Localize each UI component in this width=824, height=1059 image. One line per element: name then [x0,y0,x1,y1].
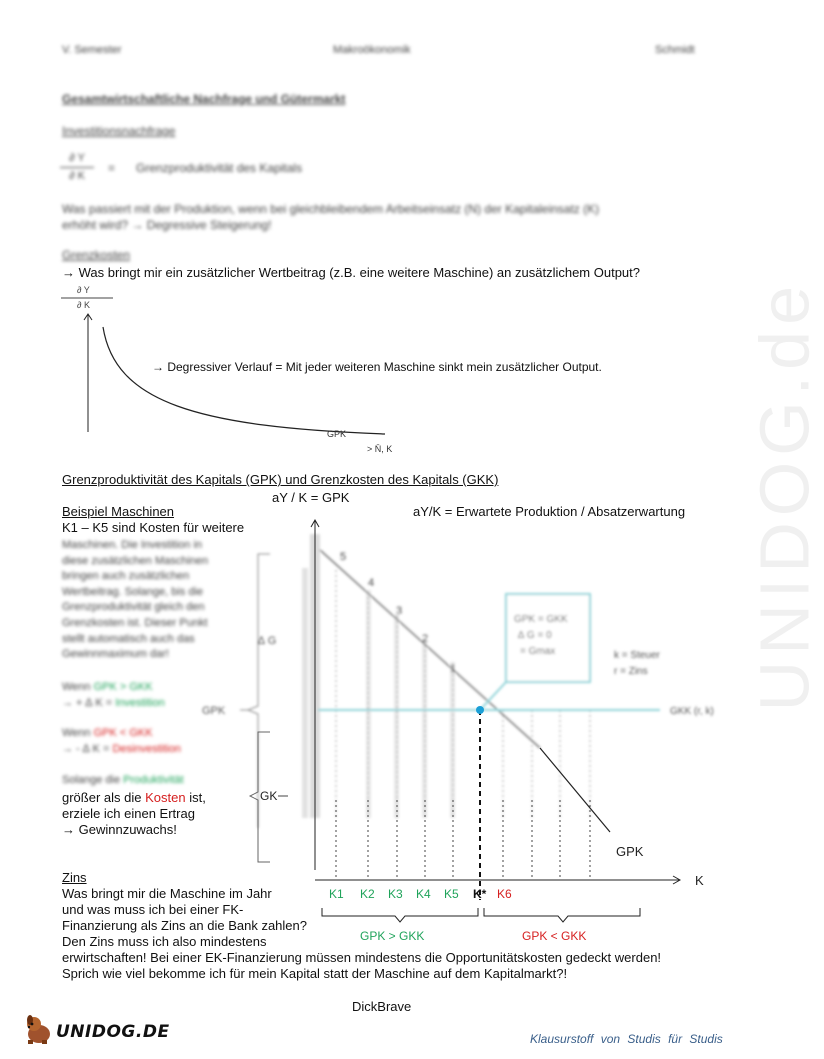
blur-line: Wertbeitrag. Solange, bis die [62,585,204,598]
delta-g-label: ∆ G [258,635,277,647]
footer-author: DickBrave [352,999,412,1014]
example-blurred-text [62,538,208,663]
zins-line-1: Was bringt mir die Maschine im Jahr [62,886,272,901]
page-title: Gesamtwirtschaftliche Nachfrage und Gütermarkt [62,92,346,106]
gpk-line-lower [540,748,610,832]
gpk-line-label: GPK [616,844,644,859]
k-star-label: K* [473,887,487,901]
gpk-axis-label: GPK [202,705,226,717]
blur-line: bringen auch zusätzlichen [62,570,190,583]
machine-bars [302,568,455,818]
machine-bar [302,568,308,818]
zins-line-5: erwirtschaften! Bei einer EK-Finanzierung müssen mindestens die Opportunitätskosten gedeckt werden! [62,950,662,965]
dog-icon [22,1012,56,1046]
blur-line: Gewinnmaximum dar! [62,648,169,661]
zins-line-2: und was muss ich bei einer FK- [62,902,244,917]
gpk-definition: Grenzproduktivität des Kapitals [136,161,303,175]
k-label: K4 [416,887,431,901]
grenzkosten-question: → Was bringt mir ein zusätzlicher Wertbeitrag (z.B. eine weitere Maschine) an zusätzlichem Output? [62,265,641,280]
gpk-gkk-diagram [202,510,714,950]
footer-tagline: Klausurstoff von Studis für Studis [530,1032,723,1046]
machine-number: 5 [340,551,347,563]
blur-line: Grenzkosten ist. Dieser Punkt [62,616,208,629]
bottom-right-label: GPK < GKK [522,929,587,943]
rule-disinvest-2: → - ∆ K = Desinvestition [62,743,181,755]
fraction-denominator: ∂ K [69,170,85,182]
section1-heading: Investitionsnachfrage [62,124,176,138]
degressive-curve [103,327,385,434]
zins-line-3: Finanzierung als Zins an die Bank zahlen? [62,918,307,933]
brace-left [322,908,478,922]
machine-number: 2 [422,633,429,645]
equals-sign: = [108,161,116,175]
header-semester: V. Semester [62,44,122,56]
gk-label: GK [260,789,278,803]
brace-right [484,908,640,922]
delta-g-brace [248,554,270,828]
degressive-note: → Degressiver Verlauf = Mit jeder weiteren Maschine sinkt mein zusätzlicher Output. [152,360,602,374]
graph-y-numerator: ∂ Y [77,285,90,295]
box-line-3: = Gmax [520,646,556,657]
graph-y-denominator: ∂ K [77,300,90,310]
machine-number: 4 [368,577,375,589]
ertrag-line: erziele ich einen Ertrag [62,806,195,821]
lower-dotted-lines [336,800,590,880]
watermark: UNIDOG.de [745,280,823,712]
example-line-1: K1 – K5 sind Kosten für weitere [62,520,245,535]
blur-line: stellt automatisch auch das [62,632,195,645]
zins-heading: Zins [62,870,87,885]
rule-invest-2: → + ∆ K = Investition [62,697,165,709]
x-axis-label: K [695,873,704,888]
equilibrium-point [476,706,484,714]
fraction-numerator: ∂ Y [69,152,85,164]
zins-line-6: Sprich wie viel bekomme ich für mein Kapital statt der Maschine auf dem Kapitalmarkt?! [62,966,568,981]
fraction-bar [60,167,94,168]
k6-label: K6 [497,887,512,901]
logo-text: UNIDOG.DE [56,1022,170,1042]
example-heading: Beispiel Maschinen [62,504,175,519]
rule-invest-1: Wenn GPK > GKK [62,681,153,693]
k-label: K3 [388,887,403,901]
question-line-1: Was passiert mit der Produktion, wenn bei gleichbleibendem Arbeitseinsatz (N) der Kapitaleinsatz (K) [62,202,600,216]
question-line-2: erhöht wird? → Degressive Steigerung! [62,218,272,232]
k-label: K1 [329,887,344,901]
ay-definition: aY/K = Erwartete Produktion / Absatzerwartung [413,504,686,519]
zins-line-4: Den Zins muss ich also mindestens [62,934,267,949]
section3-heading: Grenzproduktivität des Kapitals (GPK) und Grenzkosten des Kapitals (GKK) [62,472,499,487]
box-line-2: ∆ G = 0 [518,630,552,641]
legend-r: r = Zins [614,666,648,677]
unidog-logo[interactable] [22,1012,170,1048]
machine-number: 1 [450,663,457,675]
gkk-line-label: GKK (r, k) [670,706,714,717]
box-line-1: GPK = GKK [514,614,568,625]
bottom-left-label: GPK > GKK [360,929,425,943]
groesser-line: größer als die Kosten ist, [62,790,206,805]
gewinn-line: → Gewinnzuwachs! [62,822,177,837]
blur-line: diese zusätzlichen Maschinen [62,554,209,567]
section2-heading: Grenzkosten [62,248,131,262]
blur-line: Grenzproduktivität gleich den [62,601,205,614]
k-label: K2 [360,887,375,901]
machine-number: 3 [396,605,403,617]
blur-line: Maschinen. Die Investition in [62,539,203,551]
k-label: K5 [444,887,459,901]
header-author: Schmidt [655,44,695,56]
graph-curve-label: GPK [327,429,347,439]
y-axis-label: aY / K = GPK [272,490,350,505]
header-course: Makroökonomik [333,44,411,56]
solange-line: Solange die Produktivität [62,774,184,786]
rule-disinvest-1: Wenn GPK < GKK [62,727,153,739]
graph-x-label: > N̄, K [367,444,393,454]
legend-k: k = Steuer [614,650,660,661]
